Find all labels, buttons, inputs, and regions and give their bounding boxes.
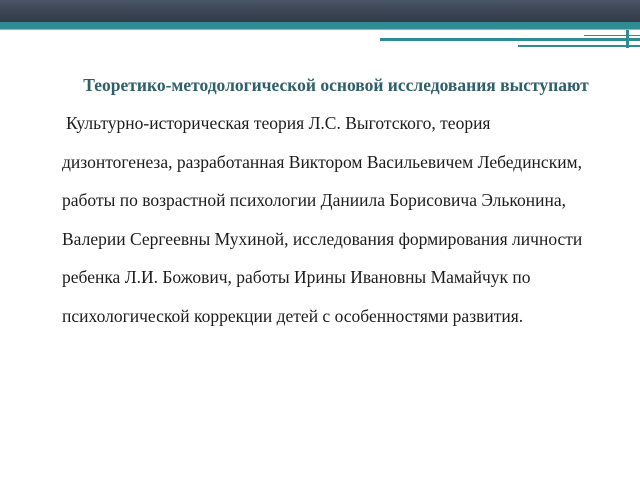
slide-content <box>62 66 602 335</box>
slide-heading: Теоретико-методологической основой исследования выступают <box>83 75 589 95</box>
slide-top-band <box>0 0 640 22</box>
decorative-accent-tick <box>626 30 629 48</box>
decorative-teal-stripe <box>0 22 640 29</box>
decorative-accent-line <box>380 38 640 41</box>
slide-body-text: Культурно-историческая теория Л.С. Выготского, теория дизонтогенеза, разработанная Виктором Васильевичем Лебединским, работы по возрастной психологии Даниила Борисовича Эльконина, Валерии Сергеевны Мухиной, исследования формирования личности ребенка Л.И. Божович, работы Ирины Ивановны Мамайчук по психологической коррекции детей с особенностями развития. <box>62 113 583 326</box>
decorative-accent-line <box>584 35 640 36</box>
decorative-accent-line <box>518 45 640 47</box>
decorative-light-stripe <box>0 29 640 30</box>
